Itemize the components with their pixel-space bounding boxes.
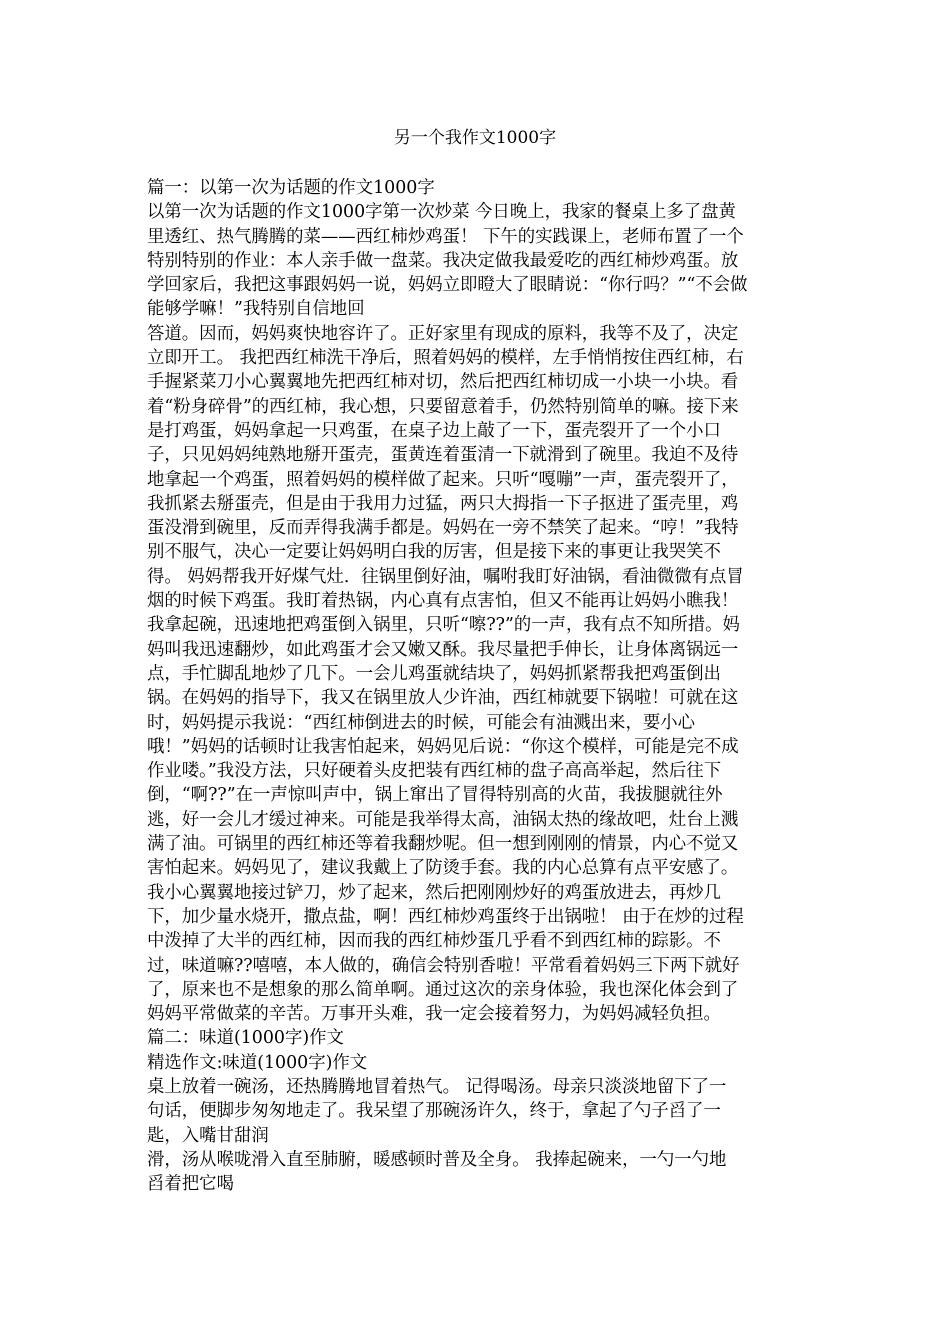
text-line: 篇一：以第一次为话题的作文1000字 — [147, 178, 435, 198]
text-line: 满了油。可锅里的西红柿还等着我翻炒呢。但一想到刚刚的情景，内心不觉又 — [147, 834, 739, 855]
text-line: 滑，汤从喉咙滑入直至肺腑，暖感顿时普及全身。 我捧起碗来，一勺一勺地 — [147, 1149, 727, 1170]
text-line: 精选作文:味道(1000字)作文 — [147, 1052, 368, 1073]
text-line: 以第一次为话题的作文1000字第一次炒菜 今日晚上，我家的餐桌上多了盘黄 — [147, 202, 736, 223]
text-line: 匙，入嘴甘甜润 — [147, 1125, 269, 1146]
text-line: 舀着把它喝 — [147, 1174, 234, 1195]
text-line: 妈妈平常做菜的辛苦。万事开头难，我一定会接着努力，为妈妈减轻负担。 — [147, 1004, 721, 1025]
text-line: 地拿起一个鸡蛋，照着妈妈的模样做了起来。只听“嘎嘣”一声，蛋壳裂开了， — [147, 469, 739, 490]
text-line: 下，加少量水烧开，撒点盐，啊！西红柿炒鸡蛋终于出锅啦！ 由于在炒的过程 — [147, 906, 744, 927]
text-line: 我小心翼翼地接过铲刀，炒了起来，然后把刚刚炒好的鸡蛋放进去，再炒几 — [147, 882, 721, 903]
text-line: 里透红、热气腾腾的菜——西红柿炒鸡蛋！ 下午的实践课上，老师布置了一个 — [147, 226, 744, 247]
text-line: 点，手忙脚乱地炒了几下。一会儿鸡蛋就结块了，妈妈抓紧帮我把鸡蛋倒出 — [147, 663, 721, 684]
text-line: 作业喽。”我没方法，只好硬着头皮把装有西红柿的盘子高高举起，然后往下 — [147, 761, 722, 782]
text-line: 我抓紧去掰蛋壳，但是由于我用力过猛，两只大拇指一下子抠进了蛋壳里，鸡 — [147, 493, 739, 514]
text-line: 哦！”妈妈的话顿时让我害怕起来，妈妈见后说：“你这个模样，可能是完不成 — [147, 736, 739, 757]
text-line: 手握紧菜刀小心翼翼地先把西红柿对切，然后把西红柿切成一小块一小块。看 — [147, 372, 739, 393]
text-line: 篇二：味道(1000字)作文 — [147, 1028, 344, 1049]
text-line: 倒，“啊??”在一声惊叫声中，锅上窜出了冒得特别高的火苗，我拔腿就往外 — [147, 785, 723, 806]
text-line: 别不服气，决心一定要让妈妈明白我的厉害，但是接下来的事更让我哭笑不 — [147, 542, 721, 563]
text-line: 句话，便脚步匆匆地走了。我呆望了那碗汤许久，终于，拿起了勺子舀了一 — [147, 1101, 721, 1122]
text-line: 锅。在妈妈的指导下，我又在锅里放人少许油，西红柿就要下锅啦！可就在这 — [147, 688, 739, 709]
text-line: 我拿起碗，迅速地把鸡蛋倒入锅里，只听“嚓??”的一声，我有点不知所措。妈 — [147, 615, 740, 636]
document-title: 另一个我作文1000字 — [393, 128, 557, 148]
text-line: 是打鸡蛋，妈妈拿起一只鸡蛋，在桌子边上敲了一下，蛋壳裂开了一个小口 — [147, 420, 721, 441]
text-line: 蛋没滑到碗里，反而弄得我满手都是。妈妈在一旁不禁笑了起来。“哼！”我特 — [147, 518, 739, 539]
text-line: 子，只见妈妈纯熟地掰开蛋壳，蛋黄连着蛋清一下就滑到了碗里。我迫不及待 — [147, 445, 739, 466]
document-body — [147, 176, 807, 1196]
text-line: 妈叫我迅速翻炒，如此鸡蛋才会又嫩又酥。我尽量把手伸长，让身体离锅远一 — [147, 639, 739, 660]
text-line: 着“粉身碎骨”的西红柿，我心想，只要留意着手，仍然特别简单的嘛。接下来 — [147, 396, 739, 417]
text-line: 能够学嘛！”我特别自信地回 — [147, 299, 365, 320]
text-line: 逃，好一会儿才缓过神来。可能是我举得太高，油锅太热的缘故吧，灶台上溅 — [147, 809, 739, 830]
text-line: 桌上放着一碗汤，还热腾腾地冒着热气。 记得喝汤。母亲只淡淡地留下了一 — [147, 1076, 727, 1097]
text-line: 中泼掉了大半的西红柿，因而我的西红柿炒蛋几乎看不到西红柿的踪影。不 — [147, 931, 721, 952]
text-line: 得。 妈妈帮我开好煤气灶．往锅里倒好油，嘱咐我盯好油锅，看油微微有点冒 — [147, 566, 744, 587]
text-line: 烟的时候下鸡蛋。我盯着热锅，内心真有点害怕，但又不能再让妈妈小瞧我！ — [147, 591, 739, 612]
text-line: 过，味道嘛??嘻嘻，本人做的，确信会特别香啦！平常看着妈妈三下两下就好 — [147, 955, 740, 976]
text-line: 立即开工。 我把西红柿洗干净后，照着妈妈的模样，左手悄悄按住西红柿，右 — [147, 348, 744, 369]
text-line: 害怕起来。妈妈见了，建议我戴上了防烫手套。我的内心总算有点平安感了。 — [147, 858, 739, 879]
text-line: 特别特别的作业：本人亲手做一盘菜。我决定做我最爱吃的西红柿炒鸡蛋。放 — [147, 250, 739, 271]
text-line: 时，妈妈提示我说：“西红柿倒进去的时候，可能会有油溅出来，要小心 — [147, 712, 696, 733]
text-line: 了，原来也不是想象的那么简单啊。通过这次的亲身体验，我也深化体会到了 — [147, 979, 739, 1000]
text-line: 学回家后，我把这事跟妈妈一说，妈妈立即瞪大了眼睛说：“你行吗？”“不会做 — [147, 275, 748, 296]
text-line: 答道。因而，妈妈爽快地容许了。正好家里有现成的原料，我等不及了，决定 — [147, 323, 739, 344]
